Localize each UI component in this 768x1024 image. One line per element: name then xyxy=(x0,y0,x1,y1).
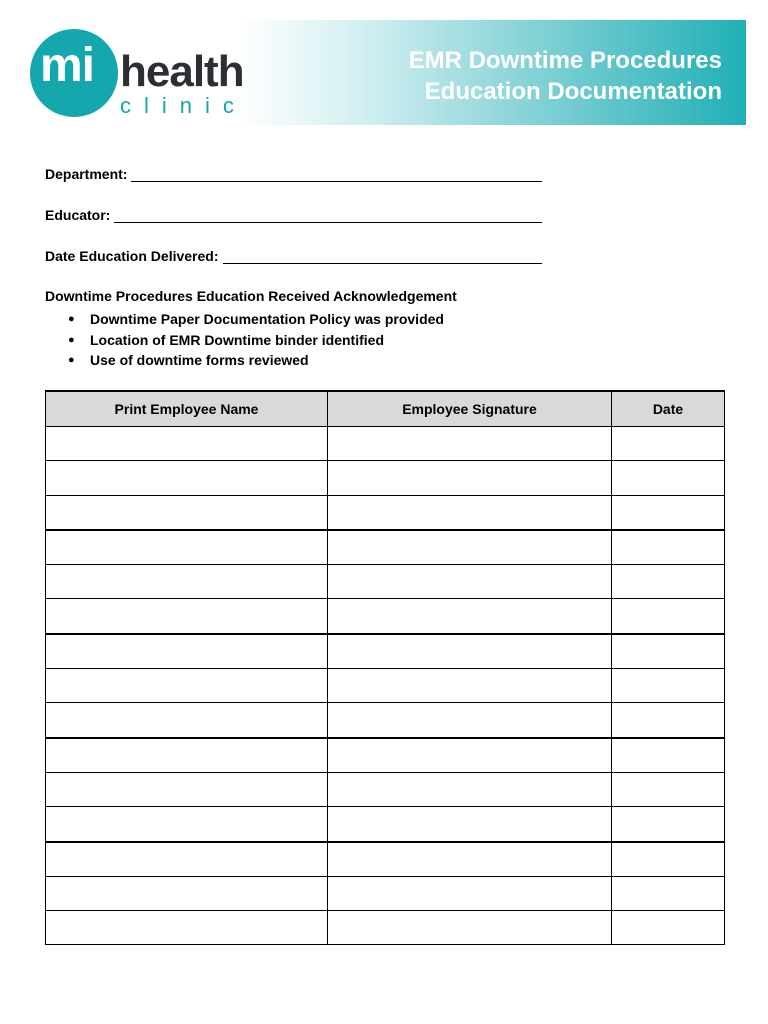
table-row xyxy=(46,427,725,461)
date-delivered-label: Date Education Delivered: xyxy=(45,248,219,264)
list-item xyxy=(68,330,444,351)
date-cell[interactable] xyxy=(612,461,725,495)
column-header-date: Date xyxy=(612,391,725,427)
date-cell[interactable] xyxy=(612,669,725,703)
date-cell[interactable] xyxy=(612,634,725,669)
logo-mi-text: mi xyxy=(40,39,95,92)
name-cell[interactable] xyxy=(46,634,328,669)
header-banner xyxy=(22,20,746,125)
date-cell[interactable] xyxy=(612,807,725,842)
table-row xyxy=(46,461,725,495)
signature-table xyxy=(45,390,725,945)
signature-cell[interactable] xyxy=(328,599,612,634)
educator-line[interactable] xyxy=(114,208,542,223)
title-line-1: EMR Downtime Procedures xyxy=(408,47,722,74)
logo-clinic-text: clinic xyxy=(120,93,247,118)
signature-cell[interactable] xyxy=(328,565,612,599)
list-item xyxy=(68,350,444,371)
name-cell[interactable] xyxy=(46,738,328,773)
bullet-icon: ● xyxy=(68,313,75,326)
name-cell[interactable] xyxy=(46,565,328,599)
name-cell[interactable] xyxy=(46,772,328,806)
signature-cell[interactable] xyxy=(328,842,612,877)
list-item-text: Use of downtime forms reviewed xyxy=(90,352,309,369)
signature-cell[interactable] xyxy=(328,427,612,461)
title-line-2: Education Documentation xyxy=(424,78,722,105)
signature-cell[interactable] xyxy=(328,669,612,703)
column-header-name: Print Employee Name xyxy=(46,391,328,427)
table-row xyxy=(46,842,725,877)
date-cell[interactable] xyxy=(612,565,725,599)
name-cell[interactable] xyxy=(46,530,328,565)
table-row xyxy=(46,738,725,773)
name-cell[interactable] xyxy=(46,495,328,530)
department-field[interactable] xyxy=(45,166,542,182)
educator-field[interactable] xyxy=(45,207,542,223)
date-cell[interactable] xyxy=(612,495,725,530)
column-header-signature: Employee Signature xyxy=(328,391,612,427)
date-cell[interactable] xyxy=(612,876,725,910)
signature-cell[interactable] xyxy=(328,876,612,910)
table-row xyxy=(46,599,725,634)
date-cell[interactable] xyxy=(612,427,725,461)
bullet-icon: ● xyxy=(68,333,75,346)
date-cell[interactable] xyxy=(612,703,725,738)
table-row xyxy=(46,703,725,738)
date-delivered-line[interactable] xyxy=(223,249,543,264)
table-row xyxy=(46,911,725,945)
name-cell[interactable] xyxy=(46,911,328,945)
table-row xyxy=(46,669,725,703)
date-cell[interactable] xyxy=(612,772,725,806)
name-cell[interactable] xyxy=(46,703,328,738)
department-label: Department: xyxy=(45,166,128,182)
signature-cell[interactable] xyxy=(328,703,612,738)
signature-cell[interactable] xyxy=(328,738,612,773)
name-cell[interactable] xyxy=(46,842,328,877)
signature-cell[interactable] xyxy=(328,461,612,495)
list-item xyxy=(68,309,444,330)
date-cell[interactable] xyxy=(612,738,725,773)
signature-cell[interactable] xyxy=(328,772,612,806)
name-cell[interactable] xyxy=(46,461,328,495)
date-cell[interactable] xyxy=(612,842,725,877)
date-cell[interactable] xyxy=(612,599,725,634)
date-cell[interactable] xyxy=(612,530,725,565)
signature-cell[interactable] xyxy=(328,911,612,945)
table-row xyxy=(46,565,725,599)
department-line[interactable] xyxy=(131,167,542,182)
name-cell[interactable] xyxy=(46,669,328,703)
table-row xyxy=(46,530,725,565)
table-row xyxy=(46,634,725,669)
signature-cell[interactable] xyxy=(328,807,612,842)
bullet-icon: ● xyxy=(68,354,75,367)
educator-label: Educator: xyxy=(45,207,111,223)
list-item-text: Downtime Paper Documentation Policy was provided xyxy=(90,311,444,328)
acknowledgement-heading: Downtime Procedures Education Received Acknowledgement xyxy=(45,288,457,304)
document-title xyxy=(409,45,722,107)
name-cell[interactable] xyxy=(46,807,328,842)
name-cell[interactable] xyxy=(46,427,328,461)
table-row xyxy=(46,807,725,842)
date-delivered-field[interactable] xyxy=(45,248,542,264)
table-row xyxy=(46,876,725,910)
list-item-text: Location of EMR Downtime binder identified xyxy=(90,331,384,348)
signature-cell[interactable] xyxy=(328,530,612,565)
name-cell[interactable] xyxy=(46,599,328,634)
table-row xyxy=(46,495,725,530)
date-cell[interactable] xyxy=(612,911,725,945)
signature-cell[interactable] xyxy=(328,634,612,669)
table-row xyxy=(46,772,725,806)
logo-health-text: health xyxy=(120,47,244,96)
name-cell[interactable] xyxy=(46,876,328,910)
table-body xyxy=(46,427,725,945)
signature-cell[interactable] xyxy=(328,495,612,530)
table-header-row xyxy=(46,391,725,427)
acknowledgement-list xyxy=(68,309,444,371)
